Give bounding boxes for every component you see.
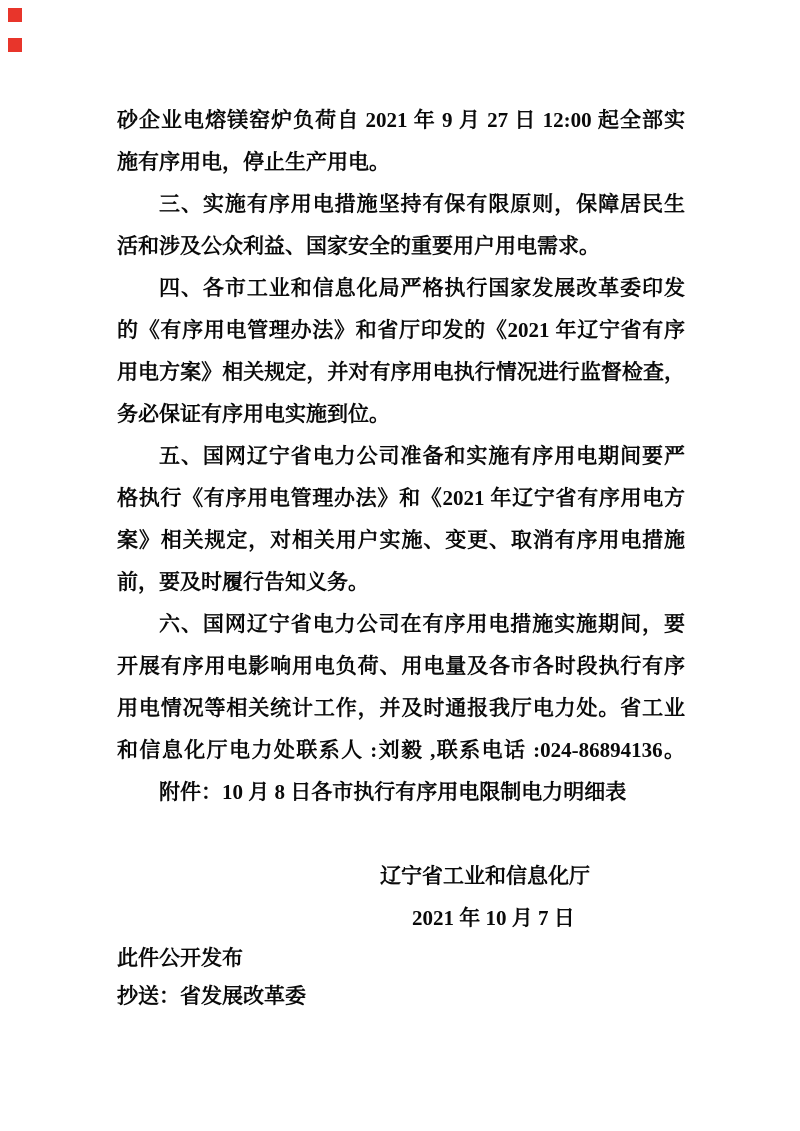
attachment-line: 附件：10 月 8 日各市执行有序用电限制电力明细表 bbox=[159, 780, 627, 804]
body-line-15: 用电情况等相关统计工作，并及时通报我厅电力处。省工业 bbox=[117, 696, 685, 720]
body-line-3: 三、实施有序用电措施坚持有保有限原则，保障居民生 bbox=[159, 192, 685, 216]
body-line-10: 格执行《有序用电管理办法》和《2021 年辽宁省有序用电方 bbox=[117, 486, 685, 510]
red-square-marker bbox=[8, 8, 22, 22]
signature-date: 2021 年 10 月 7 日 bbox=[412, 906, 575, 930]
signature-agency: 辽宁省工业和信息化厅 bbox=[380, 864, 590, 888]
body-line-4: 活和涉及公众利益、国家安全的重要用户用电需求。 bbox=[117, 234, 600, 258]
publish-statement: 此件公开发布 bbox=[117, 946, 243, 970]
body-line-14: 开展有序用电影响用电负荷、用电量及各市各时段执行有序 bbox=[117, 654, 685, 678]
body-line-2: 施有序用电，停止生产用电。 bbox=[117, 150, 390, 174]
red-square-marker bbox=[8, 38, 22, 52]
body-line-7: 用电方案》相关规定，并对有序用电执行情况进行监督检查， bbox=[117, 360, 685, 384]
body-line-12: 前，要及时履行告知义务。 bbox=[117, 570, 369, 594]
body-line-11: 案》相关规定，对相关用户实施、变更、取消有序用电措施 bbox=[117, 528, 685, 552]
body-line-6: 的《有序用电管理办法》和省厅印发的《2021 年辽宁省有序 bbox=[117, 318, 685, 342]
body-line-8: 务必保证有序用电实施到位。 bbox=[117, 402, 390, 426]
body-line-5: 四、各市工业和信息化局严格执行国家发展改革委印发 bbox=[159, 276, 685, 300]
body-line-9: 五、国网辽宁省电力公司准备和实施有序用电期间要严 bbox=[159, 444, 685, 468]
body-line-13: 六、国网辽宁省电力公司在有序用电措施实施期间，要 bbox=[159, 612, 685, 636]
body-line-16: 和信息化厅电力处联系人 :刘毅 ,联系电话 :024-86894136。 bbox=[117, 738, 685, 762]
document-body bbox=[117, 99, 685, 1015]
cc-line: 抄送：省发展改革委 bbox=[117, 984, 306, 1008]
blank-line bbox=[117, 813, 685, 855]
body-line-1: 砂企业电熔镁窑炉负荷自 2021 年 9 月 27 日 12:00 起全部实 bbox=[117, 108, 685, 132]
